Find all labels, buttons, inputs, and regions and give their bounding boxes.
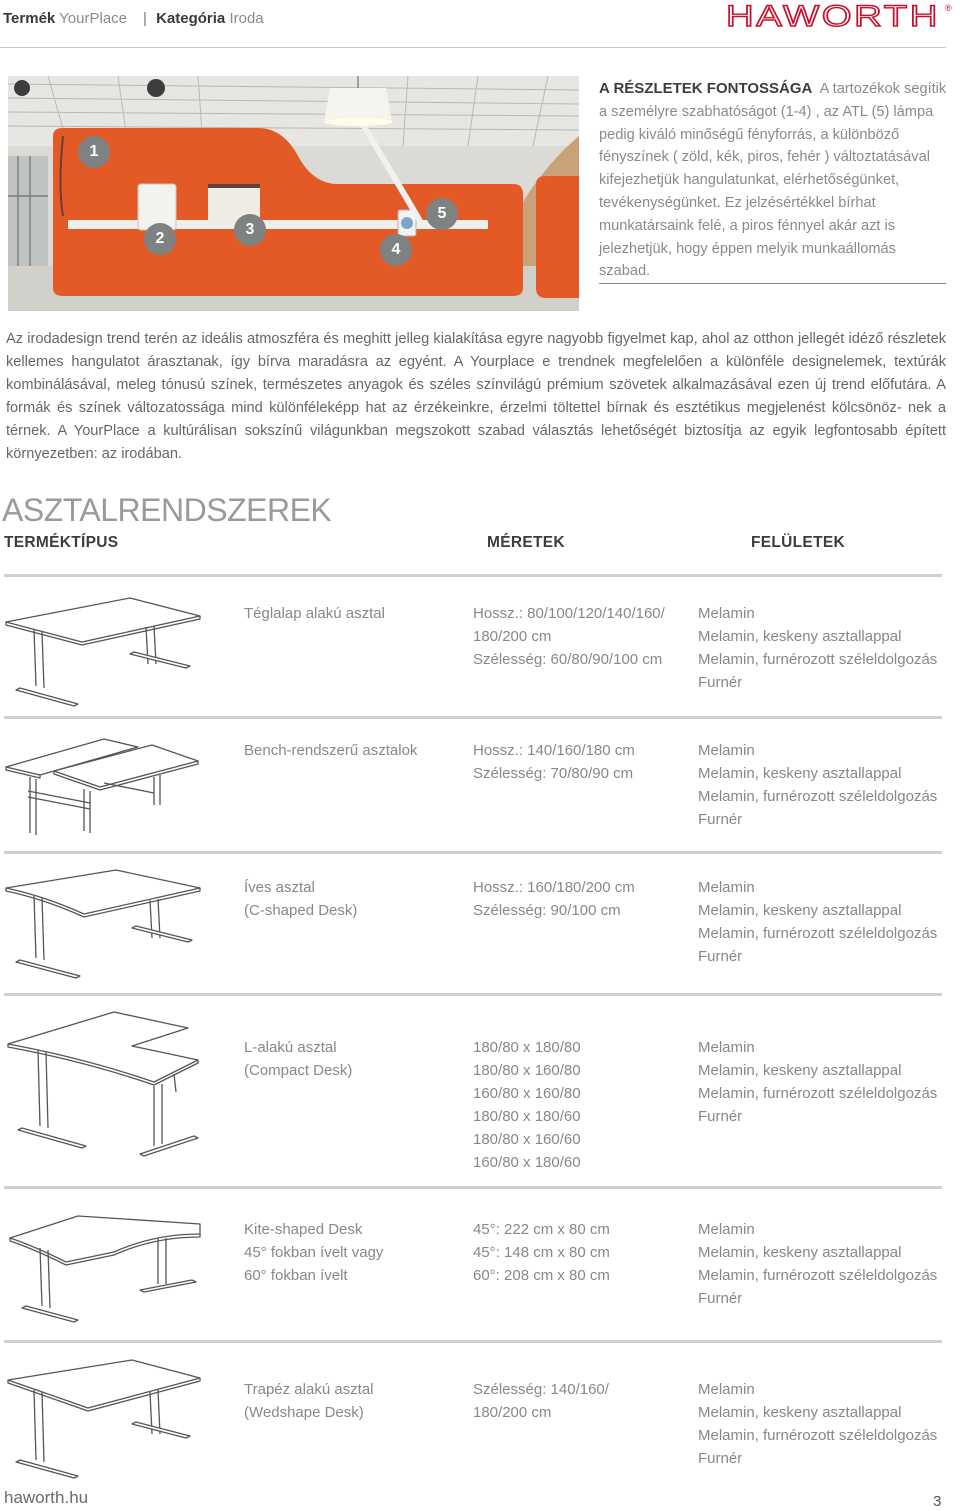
row-product-type <box>244 602 464 625</box>
c-shaped-desk-icon <box>4 866 204 981</box>
dim-line: Hossz.: 140/160/180 cm <box>473 742 635 759</box>
header-rule <box>4 574 942 577</box>
finish-line: Melamin, keskeny asztallappal <box>698 1062 902 1079</box>
dim-line: 45°: 222 cm x 80 cm <box>473 1221 610 1238</box>
hero-marker-5: 5 <box>426 198 458 230</box>
row-product-type <box>244 876 464 922</box>
row-finishes <box>698 1378 958 1470</box>
rectangular-desk-icon <box>4 594 204 709</box>
row-dimensions <box>473 876 688 922</box>
row-product-type <box>244 1378 464 1424</box>
finish-line: Melamin, keskeny asztallappal <box>698 902 902 919</box>
finish-line: Melamin, furnérozott széleldolgozás <box>698 1085 938 1102</box>
footer-website[interactable]: haworth.hu <box>4 1488 89 1507</box>
finish-line: Melamin, furnérozott széleldolgozás <box>698 925 938 942</box>
dim-line: 180/80 x 160/60 <box>473 1131 581 1148</box>
finish-line: Melamin, furnérozott széleldolgozás <box>698 1267 938 1284</box>
intro-divider <box>599 283 946 284</box>
row-dimensions <box>473 1036 688 1174</box>
page-number: 3 <box>933 1493 942 1510</box>
row-divider <box>4 851 942 854</box>
hero-marker-3: 3 <box>234 214 266 246</box>
dim-line: 160/80 x 160/80 <box>473 1085 581 1102</box>
finish-line: Melamin <box>698 605 755 622</box>
type-line: L-alakú asztal <box>244 1039 337 1056</box>
breadcrumb-category-label: Kategória <box>156 10 226 27</box>
finish-line: Furnér <box>698 1108 743 1125</box>
logo-wordmark: HAWORTH <box>726 0 940 30</box>
finish-line: Furnér <box>698 1290 743 1307</box>
row-product-type <box>244 1218 464 1287</box>
page-header <box>0 0 960 48</box>
dim-line: Szélesség: 140/160/ <box>473 1381 609 1398</box>
finish-line: Melamin, keskeny asztallappal <box>698 765 902 782</box>
header-divider <box>0 47 946 48</box>
l-shaped-desk-icon <box>4 1008 204 1158</box>
finish-line: Melamin, keskeny asztallappal <box>698 1244 902 1261</box>
type-line: Íves asztal <box>244 879 315 896</box>
finish-line: Melamin <box>698 742 755 759</box>
hero-marker-2: 2 <box>144 223 176 255</box>
finish-line: Melamin, furnérozott széleldolgozás <box>698 788 938 805</box>
intro-heading: A RÉSZLETEK FONTOSSÁGA <box>599 80 813 97</box>
finish-line: Melamin <box>698 1039 755 1056</box>
dim-line: Szélesség: 60/80/90/100 cm <box>473 651 663 668</box>
finish-line: Melamin, keskeny asztallappal <box>698 628 902 645</box>
finish-line: Furnér <box>698 811 743 828</box>
dim-line: Szélesség: 70/80/90 cm <box>473 765 634 782</box>
finish-line: Furnér <box>698 948 743 965</box>
row-dimensions <box>473 1378 688 1424</box>
row-dimensions <box>473 602 688 671</box>
intro-paragraph <box>599 78 949 283</box>
row-dimensions <box>473 1218 688 1287</box>
finish-line: Melamin, keskeny asztallappal <box>698 1404 902 1421</box>
hero-marker-1: 1 <box>78 136 110 168</box>
type-line: Trapéz alakú asztal <box>244 1381 374 1398</box>
finish-line: Melamin <box>698 879 755 896</box>
type-line: (Wedshape Desk) <box>244 1404 364 1421</box>
row-divider <box>4 1186 942 1189</box>
body-paragraph: Az irodadesign trend terén az ideális atmoszféra és meghitt jelleg kialakítása egyre nagyobb figyelmet kap, ahol az otthon jellegét idéző részletek kellemes hangulatot árasztanak, így bírva maradásra az egyént. A Yourplace e trendnek megfelelően a különféle designelemek, textúrák kombinálásával, meleg tónusú színek, természetes anyagok és széles színvilágú prémium szövetek alkalmazásával ezen új trend előfutára. A formák és színek változatossága mind különféleképp hat az érzékeinkre, érzelmi töltettel bírnak és esztétikus megjelenést kölcsönöz- nek a térnek. A YourPlace a kultúrálisan sokszínű világunkban megszokott szabad választás lehetőségét biztosítja az egyik legfontosabb épített környezetben: az irodában. <box>6 331 946 462</box>
type-line: 45° fokban ívelt vagy <box>244 1244 384 1261</box>
breadcrumb-category <box>143 10 264 27</box>
haworth-logo <box>724 0 954 30</box>
section-title: ASZTALRENDSZEREK <box>2 492 332 528</box>
row-finishes <box>698 739 958 831</box>
dim-line: Szélesség: 90/100 cm <box>473 902 621 919</box>
column-header-finishes: FELÜLETEK <box>751 534 845 551</box>
hero-marker-4: 4 <box>380 234 412 266</box>
finish-line: Melamin, furnérozott széleldolgozás <box>698 1427 938 1444</box>
wedge-shaped-desk-icon <box>4 1356 204 1481</box>
dim-line: 180/80 x 160/80 <box>473 1062 581 1079</box>
row-dimensions <box>473 739 688 785</box>
dim-line: 160/80 x 180/60 <box>473 1154 581 1171</box>
row-product-type <box>244 739 464 762</box>
intro-text: A tartozékok segítik a személyre szabhatóságot (1-4) , az ATL (5) lámpa pedig kiváló minőségű fényforrás, a különböző fényszínek ( zöld, kék, piros, fehér ) változtatásával kifejezhetjük hangulatunkat, elérhetőségünket, tevékenységünket. Ez jelzésértékkel bírhat munkatársaink felé, a piros fénnyel akár azt is jelezhetjük, hogy éppen melyik munkaállomás szabad. <box>599 81 947 280</box>
row-divider <box>4 993 942 996</box>
column-header-product-type: TERMÉKTÍPUS <box>4 534 119 551</box>
finish-line: Melamin <box>698 1381 755 1398</box>
type-line: Kite-shaped Desk <box>244 1221 363 1238</box>
office-workstation-illustration <box>8 76 579 311</box>
type-line: 60° fokban ívelt <box>244 1267 348 1284</box>
logo-registered-mark: ® <box>945 3 952 13</box>
breadcrumb-product-label: Termék <box>3 10 56 27</box>
hero-photo <box>8 76 579 311</box>
dim-line: 60°: 208 cm x 80 cm <box>473 1267 610 1284</box>
breadcrumb-category-value: Iroda <box>229 10 264 27</box>
finish-line: Furnér <box>698 674 743 691</box>
finish-line: Furnér <box>698 1450 743 1467</box>
dim-line: 180/80 x 180/60 <box>473 1108 581 1125</box>
type-line: (C-shaped Desk) <box>244 902 358 919</box>
finish-line: Melamin, furnérozott széleldolgozás <box>698 651 938 668</box>
type-line: Bench-rendszerű asztalok <box>244 742 418 759</box>
row-divider <box>4 716 942 719</box>
row-finishes <box>698 1036 958 1128</box>
dim-line: 180/80 x 180/80 <box>473 1039 581 1056</box>
type-line: Téglalap alakú asztal <box>244 605 385 622</box>
row-product-type <box>244 1036 464 1082</box>
breadcrumb-product <box>3 10 127 27</box>
dim-line: Hossz.: 160/180/200 cm <box>473 879 635 896</box>
kite-shaped-desk-icon <box>4 1210 204 1325</box>
breadcrumb-product-value: YourPlace <box>59 10 128 27</box>
type-line: (Compact Desk) <box>244 1062 353 1079</box>
row-divider <box>4 1340 942 1343</box>
dim-line: 180/200 cm <box>473 1404 552 1421</box>
dim-line: 180/200 cm <box>473 628 552 645</box>
row-finishes <box>698 1218 958 1310</box>
dim-line: Hossz.: 80/100/120/140/160/ <box>473 605 665 622</box>
dim-line: 45°: 148 cm x 80 cm <box>473 1244 610 1261</box>
row-finishes <box>698 602 958 694</box>
row-finishes <box>698 876 958 968</box>
bench-desk-icon <box>4 733 204 843</box>
column-header-dimensions: MÉRETEK <box>487 534 565 551</box>
breadcrumb-separator: | <box>143 10 147 27</box>
finish-line: Melamin <box>698 1221 755 1238</box>
